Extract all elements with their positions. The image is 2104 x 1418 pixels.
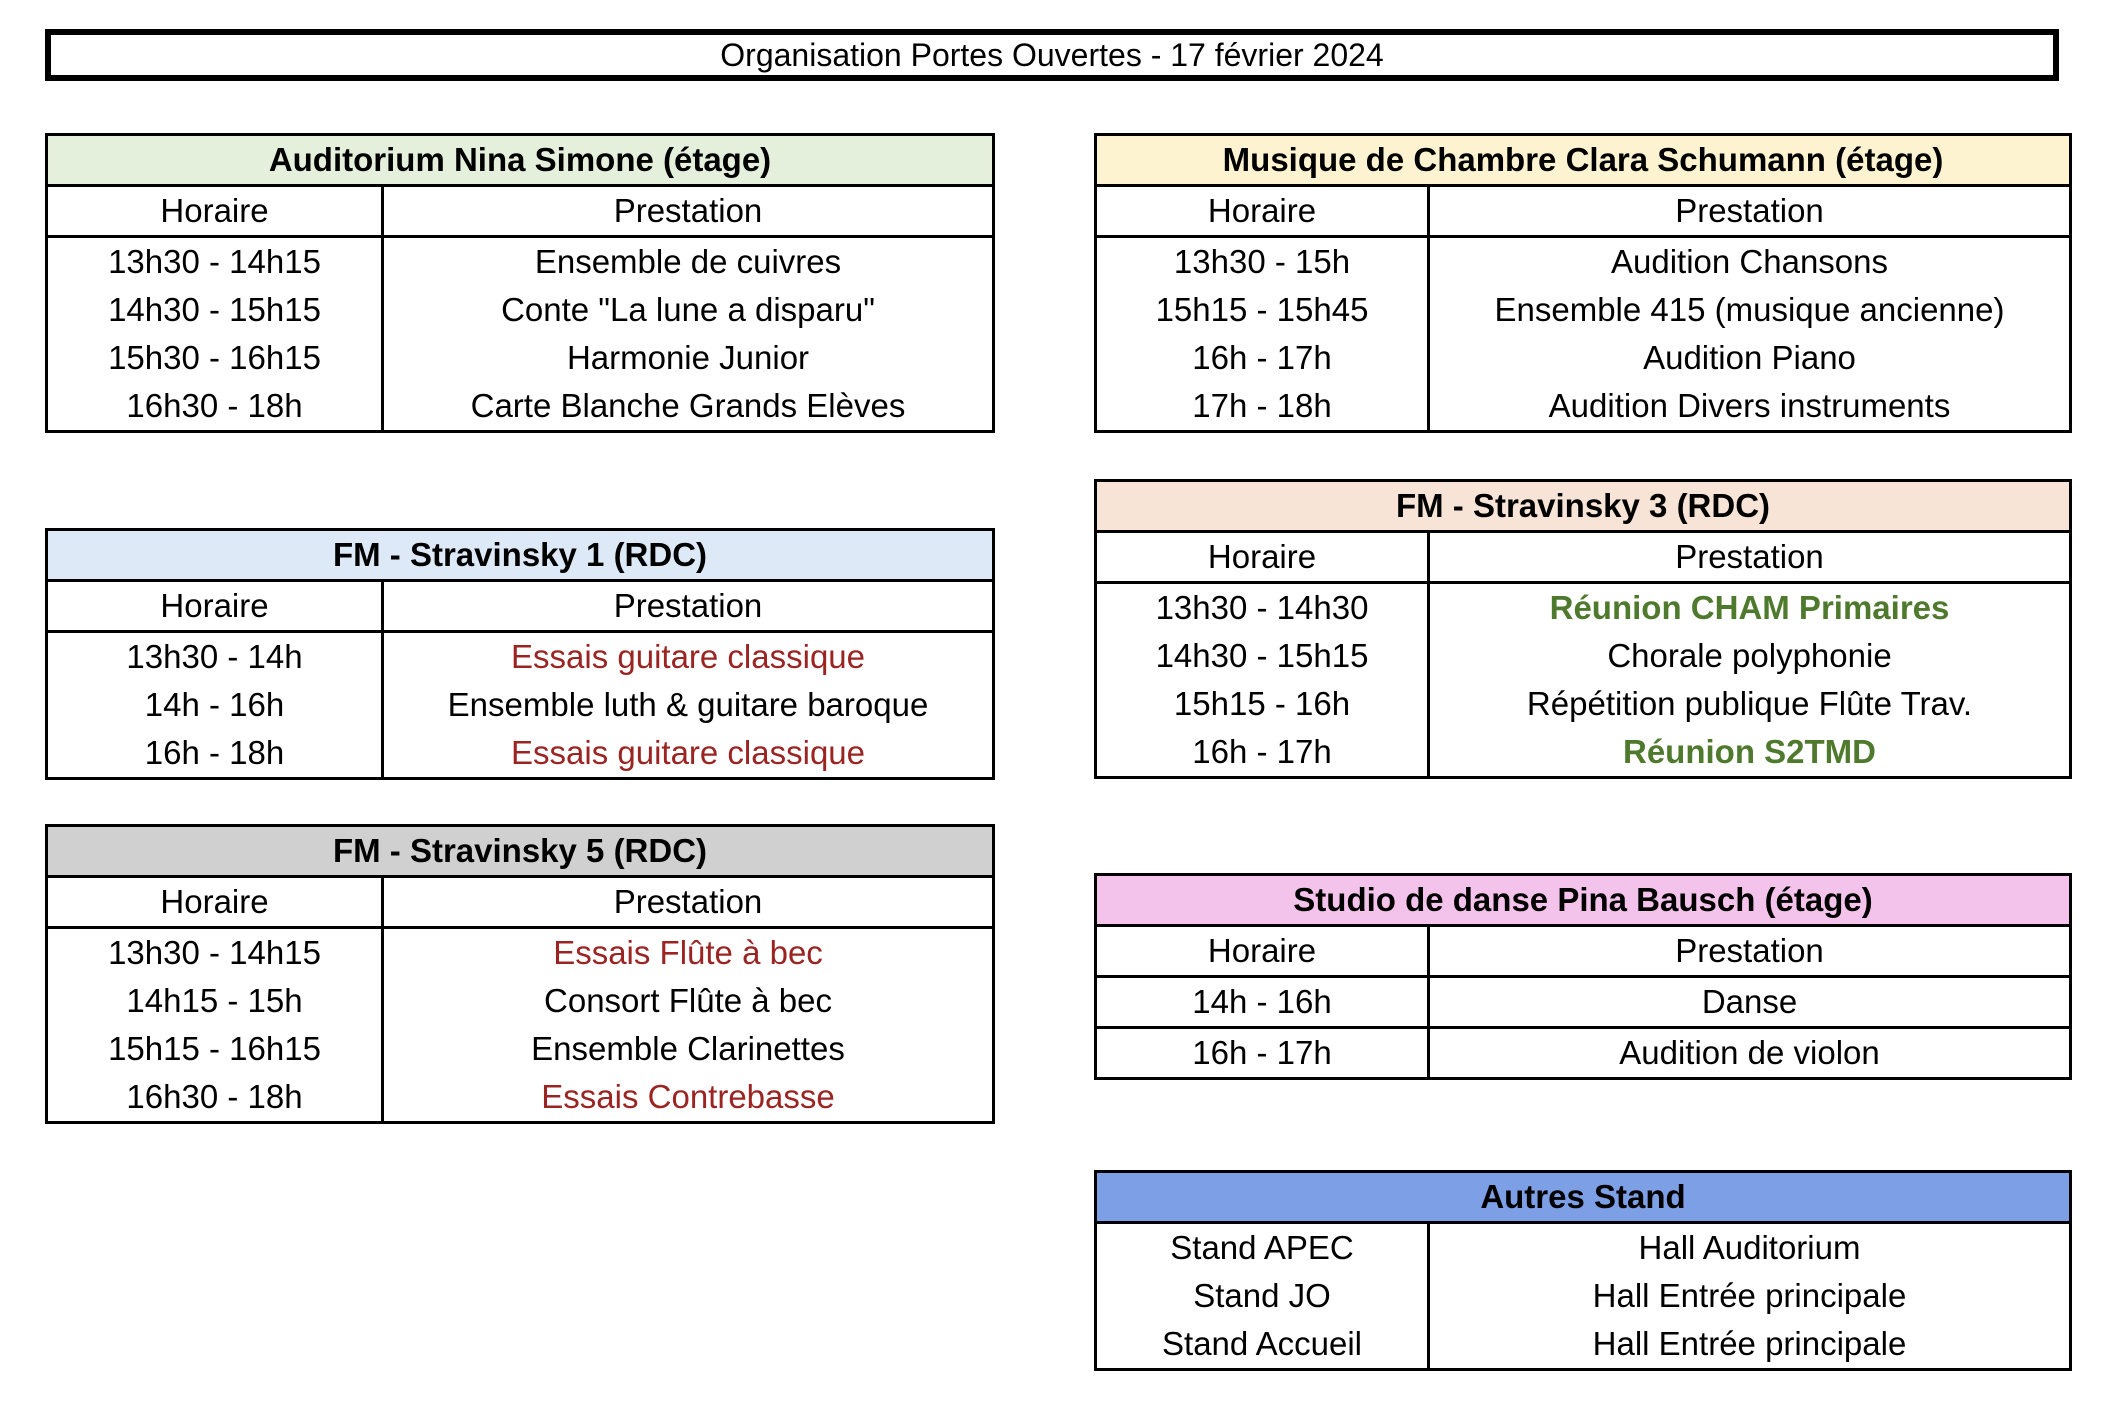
table-row <box>1096 632 2071 680</box>
time-cell: 16h - 17h <box>1096 334 1429 382</box>
table-header: FM - Stravinsky 3 (RDC) <box>1096 481 2071 532</box>
time-cell: 13h30 - 14h <box>47 632 383 682</box>
column-header-prestation: Prestation <box>383 581 994 632</box>
column-header-horaire: Horaire <box>47 186 383 237</box>
prestation-cell: Audition Divers instruments <box>1429 382 2071 432</box>
autres-stand-table <box>1094 1170 2072 1371</box>
time-cell: 13h30 - 14h15 <box>47 237 383 287</box>
column-header-prestation: Prestation <box>1429 186 2071 237</box>
prestation-cell: Ensemble luth & guitare baroque <box>383 681 994 729</box>
prestation-cell: Essais guitare classique <box>383 632 994 682</box>
time-cell: 14h - 16h <box>1096 977 1429 1028</box>
table-row <box>1096 1320 2071 1370</box>
table-row <box>1096 728 2071 778</box>
table-row <box>1096 583 2071 633</box>
time-cell: 13h30 - 14h30 <box>1096 583 1429 633</box>
prestation-cell: Harmonie Junior <box>383 334 994 382</box>
table-row <box>1096 1272 2071 1320</box>
stravinsky-3-table <box>1094 479 2072 779</box>
table-header: Studio de danse Pina Bausch (étage) <box>1096 875 2071 926</box>
studio-danse-table <box>1094 873 2072 1080</box>
prestation-cell: Réunion CHAM Primaires <box>1429 583 2071 633</box>
column-header-horaire: Horaire <box>1096 186 1429 237</box>
page-title: Organisation Portes Ouvertes - 17 février 2024 <box>45 29 2059 81</box>
table-row <box>47 334 994 382</box>
prestation-cell: Audition Chansons <box>1429 237 2071 287</box>
table-header: FM - Stravinsky 5 (RDC) <box>47 826 994 877</box>
time-cell: 17h - 18h <box>1096 382 1429 432</box>
prestation-cell: Répétition publique Flûte Trav. <box>1429 680 2071 728</box>
prestation-cell: Danse <box>1429 977 2071 1028</box>
location-cell: Hall Entrée principale <box>1429 1272 2071 1320</box>
table-row <box>47 632 994 682</box>
column-header-prestation: Prestation <box>383 877 994 928</box>
table-row <box>47 729 994 779</box>
stand-cell: Stand Accueil <box>1096 1320 1429 1370</box>
table-row <box>47 1073 994 1123</box>
prestation-cell: Ensemble Clarinettes <box>383 1025 994 1073</box>
time-cell: 13h30 - 15h <box>1096 237 1429 287</box>
time-cell: 14h30 - 15h15 <box>1096 632 1429 680</box>
time-cell: 14h15 - 15h <box>47 977 383 1025</box>
stravinsky-5-table <box>45 824 995 1124</box>
table-row <box>1096 286 2071 334</box>
time-cell: 14h30 - 15h15 <box>47 286 383 334</box>
table-row <box>1096 382 2071 432</box>
time-cell: 15h15 - 16h15 <box>47 1025 383 1073</box>
column-header-horaire: Horaire <box>1096 926 1429 977</box>
column-header-horaire: Horaire <box>47 581 383 632</box>
prestation-cell: Carte Blanche Grands Elèves <box>383 382 994 432</box>
table-row <box>1096 334 2071 382</box>
time-cell: 16h30 - 18h <box>47 1073 383 1123</box>
column-header-horaire: Horaire <box>47 877 383 928</box>
stand-cell: Stand JO <box>1096 1272 1429 1320</box>
prestation-cell: Essais Contrebasse <box>383 1073 994 1123</box>
location-cell: Hall Entrée principale <box>1429 1320 2071 1370</box>
table-row <box>47 286 994 334</box>
column-header-prestation: Prestation <box>1429 532 2071 583</box>
prestation-cell: Essais guitare classique <box>383 729 994 779</box>
table-header: Autres Stand <box>1096 1172 2071 1223</box>
stravinsky-1-table <box>45 528 995 780</box>
prestation-cell: Ensemble de cuivres <box>383 237 994 287</box>
table-row <box>47 977 994 1025</box>
prestation-cell: Chorale polyphonie <box>1429 632 2071 680</box>
time-cell: 15h30 - 16h15 <box>47 334 383 382</box>
table-row <box>47 1025 994 1073</box>
time-cell: 16h - 17h <box>1096 728 1429 778</box>
auditorium-table <box>45 133 995 433</box>
prestation-cell: Réunion S2TMD <box>1429 728 2071 778</box>
table-row <box>47 237 994 287</box>
prestation-cell: Consort Flûte à bec <box>383 977 994 1025</box>
table-header: Auditorium Nina Simone (étage) <box>47 135 994 186</box>
column-header-prestation: Prestation <box>1429 926 2071 977</box>
table-row <box>47 681 994 729</box>
time-cell: 14h - 16h <box>47 681 383 729</box>
table-row <box>47 928 994 978</box>
column-header-prestation: Prestation <box>383 186 994 237</box>
musique-chambre-table <box>1094 133 2072 433</box>
time-cell: 16h30 - 18h <box>47 382 383 432</box>
table-row <box>47 382 994 432</box>
table-row <box>1096 680 2071 728</box>
table-row <box>1096 237 2071 287</box>
time-cell: 16h - 17h <box>1096 1028 1429 1079</box>
prestation-cell: Audition Piano <box>1429 334 2071 382</box>
prestation-cell: Audition de violon <box>1429 1028 2071 1079</box>
prestation-cell: Conte "La lune a disparu" <box>383 286 994 334</box>
column-header-horaire: Horaire <box>1096 532 1429 583</box>
time-cell: 13h30 - 14h15 <box>47 928 383 978</box>
prestation-cell: Essais Flûte à bec <box>383 928 994 978</box>
table-header: FM - Stravinsky 1 (RDC) <box>47 530 994 581</box>
table-row <box>1096 1028 2071 1079</box>
time-cell: 15h15 - 16h <box>1096 680 1429 728</box>
stand-cell: Stand APEC <box>1096 1223 1429 1273</box>
table-header: Musique de Chambre Clara Schumann (étage) <box>1096 135 2071 186</box>
prestation-cell: Ensemble 415 (musique ancienne) <box>1429 286 2071 334</box>
location-cell: Hall Auditorium <box>1429 1223 2071 1273</box>
time-cell: 15h15 - 15h45 <box>1096 286 1429 334</box>
table-row <box>1096 1223 2071 1273</box>
table-row <box>1096 977 2071 1028</box>
time-cell: 16h - 18h <box>47 729 383 779</box>
